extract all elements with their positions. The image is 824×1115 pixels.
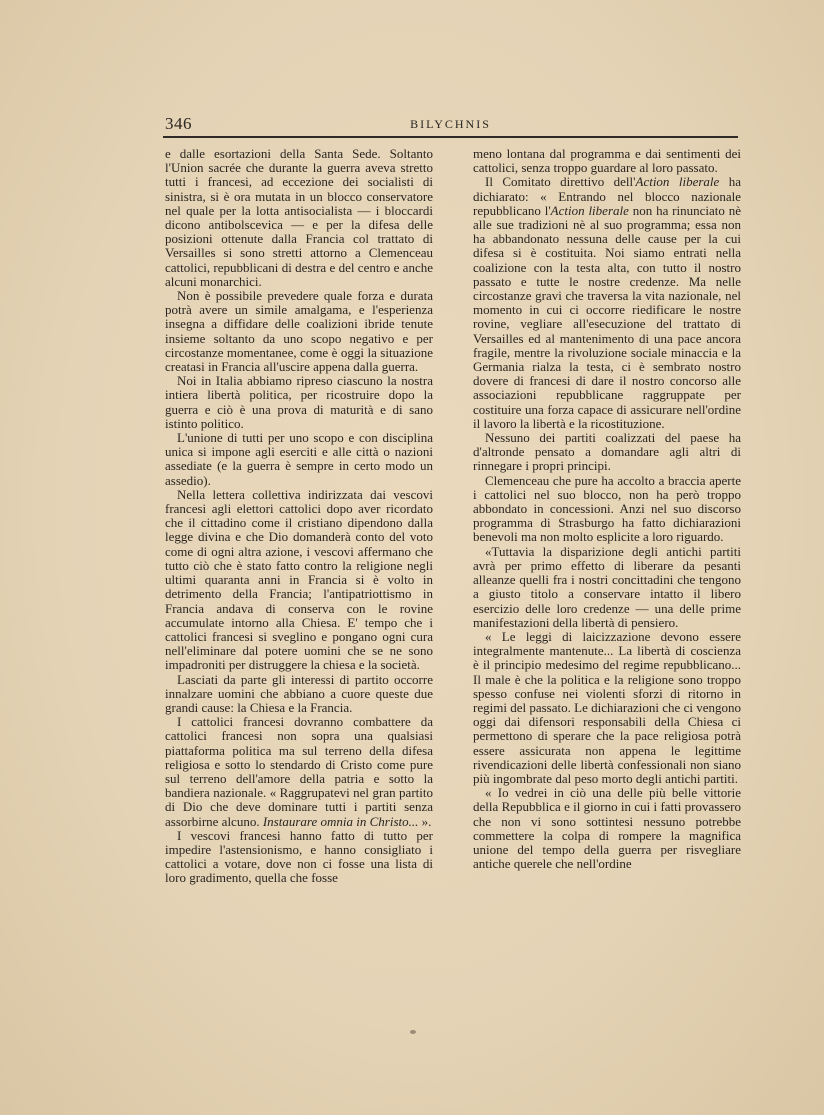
paragraph: Lasciati da parte gli interessi di partito occorre innalzare uomini che abbiano a cuore queste due grandi cause: la Chiesa e la Francia.: [165, 671, 433, 715]
paragraph: « Io vedrei in ciò una delle più belle vittorie della Repubblica e il giorno in cui i fatti provassero che non vi sono sottintesi nessuno potrebbe commettere la colpa di rompere la magnifica unione del tempo della guerra per risvegliare antiche querele che nell'ordine: [473, 785, 741, 872]
left-column: [165, 147, 433, 886]
paragraph: meno lontana dal programma e dai sentimenti dei cattolici, senza troppo guardare al loro passato.: [473, 146, 741, 176]
paragraph: I vescovi francesi hanno fatto di tutto per impedire l'astensionismo, e hanno consigliato i cattolici a votare, dove non ci fosse una lista di loro gradimento, quella che fosse: [165, 827, 433, 886]
paragraph: [473, 175, 741, 431]
paragraph: L'unione di tutti per uno scopo e con disciplina unica si impone agli eserciti e alle città o nazioni assediate (e la guerra è sempre in certo modo un assedio).: [165, 430, 433, 488]
paragraph-text: non ha rinunciato nè alle sue tradizioni nè al suo programma; essa non ha abbandonato nessuna delle cause per la cui difesa si è costituita. Noi siamo entrati nella coalizione con la testa alta, con tutto il nostro passato e tutte le nostre credenze. Ma nelle circostanze gravi che traversa la vita nazionale, nel momento in cui ci occorre riedificare le nostre rovine, vegliare all'esecuzione del trattato di Versailles ed al mantenimento di una pace ancora fragile, mentre la rivoluzione sociale minaccia e la Germania rialza la testa, ci è sembrato nostro dovere di francesi di dare il nostro concorso alle associazioni repubblicane raggruppate per costituire una forza capace di assicurare nell'ordine il lavoro la libertà e la ricostituzione.: [473, 202, 741, 431]
paragraph: Non è possibile prevedere quale forza e durata potrà avere un simile amalgama, e l'esperienza insegna a diffidare delle coalizioni ibride tenute insieme soltanto da uno scopo negativo e per circostanze momentanee, come è oggi la situazione creatasi in Francia all'uscire appena dalla guerra.: [165, 288, 433, 375]
paragraph-text: ».: [418, 813, 432, 829]
paragraph: «Tuttavia la disparizione degli antichi partiti avrà per primo effetto di liberare da pesanti alleanze quelli fra i nostri concittadini che tengono a giusto titolo a conservare intatto il libero esercizio delle loro credenze — una delle prime manifestazioni della libertà di pensiero.: [473, 543, 741, 630]
paragraph: « Le leggi di laicizzazione devono essere integralmente mantenute... La libertà di coscienza è il principio medesimo del regime repubblicano... Il male è che la politica e la religione sono troppo spesso confuse nei violenti sforzi di ritorno in regimi del passato. Le dichiarazioni che ci vengono oggi dai difensori responsabili della Chiesa ci permettono di sperare che la pace religiosa potrà essere assicurata non appena le legittime rivendicazioni delle libertà confessionali non siano più ingombrate dal peso morto degli antichi partiti.: [473, 628, 741, 786]
italic-name: Action liberale: [635, 174, 720, 190]
paragraph-text: I cattolici francesi dovranno combattere da cattolici francesi non sopra una qualsiasi piattaforma politica ma sul terreno della difesa religiosa e sotto lo stendardo di Cristo come pure sul terreno dell'amore della patria e sotto la bandiera nazionale. « Raggrupatevi nel gran partito di Dio che deve dominare tutti i partiti senza assorbirne alcuno.: [165, 714, 433, 829]
page-header: [163, 114, 738, 136]
page-number: 346: [165, 114, 192, 133]
paragraph: e dalle esortazioni della Santa Sede. Soltanto l'Union sacrée che durante la guerra aveva stretto tutti i francesi, ad eccezione dei socialisti di sinistra, si è ora mutata in un blocco conservatore nel quale per la lotta antisocialista — i bloccardi dicono antibolscevica — e per la difesa delle posizioni ottenute dalla Francia col trattato di Versailles si sono stretti attorno a Clemenceau cattolici, repubblicani di destra e del centro e anche alcuni monarchici.: [165, 146, 433, 289]
paragraph-text: ha dichiarato: « Entrando nel blocco nazionale repubblicano l': [473, 174, 741, 218]
paragraph: Nessuno dei partiti coalizzati del paese ha d'altronde pensato a domandare agli altri di rinnegare i propri principi.: [473, 430, 741, 474]
paragraph: Noi in Italia abbiamo ripreso ciascuno la nostra intiera libertà politica, per ricostruire dopo la guerra e ciò è una prova di maturità e di sano istinto politico.: [165, 373, 433, 431]
paragraph: Clemenceau che pure ha accolto a braccia aperte i cattolici nel suo blocco, non ha però troppo abbondato in concessioni. Anzi nel suo discorso programma di Strasburgo ha fatto dichiarazioni benevoli ma non molto esplicite a loro riguardo.: [473, 472, 741, 545]
ink-speck: [410, 1030, 416, 1034]
running-title: BILYCHNIS: [410, 117, 491, 131]
paragraph: [165, 715, 433, 829]
paragraph-text: Il Comitato direttivo dell': [485, 174, 636, 190]
italic-name: Action liberale: [550, 202, 629, 218]
paragraph: Nella lettera collettiva indirizzata dai vescovi francesi agli elettori cattolici dopo aver ricordato che il cittadino come il cristiano dipendono dalla legge divina e che Dio domanderà conto del voto come di ogni altra azione, i vescovi affermano che tutto ciò che è stato fatto contro la religione negli ultimi quaranta anni in Francia si è volto in detrimento della Francia; l'antipatriottismo in Francia andava di conserva con le rovine accumulate intorno alla Chiesa. E' tempo che i cattolici francesi si sveglino e pongano ogni cura nell'eliminare dal potere uomini che se ne sono impadroniti per distruggere la chiesa e la società.: [165, 486, 433, 673]
header-rule: [163, 136, 738, 138]
right-column: [473, 147, 741, 871]
latin-motto: Instaurare omnia in Christo...: [262, 813, 419, 829]
